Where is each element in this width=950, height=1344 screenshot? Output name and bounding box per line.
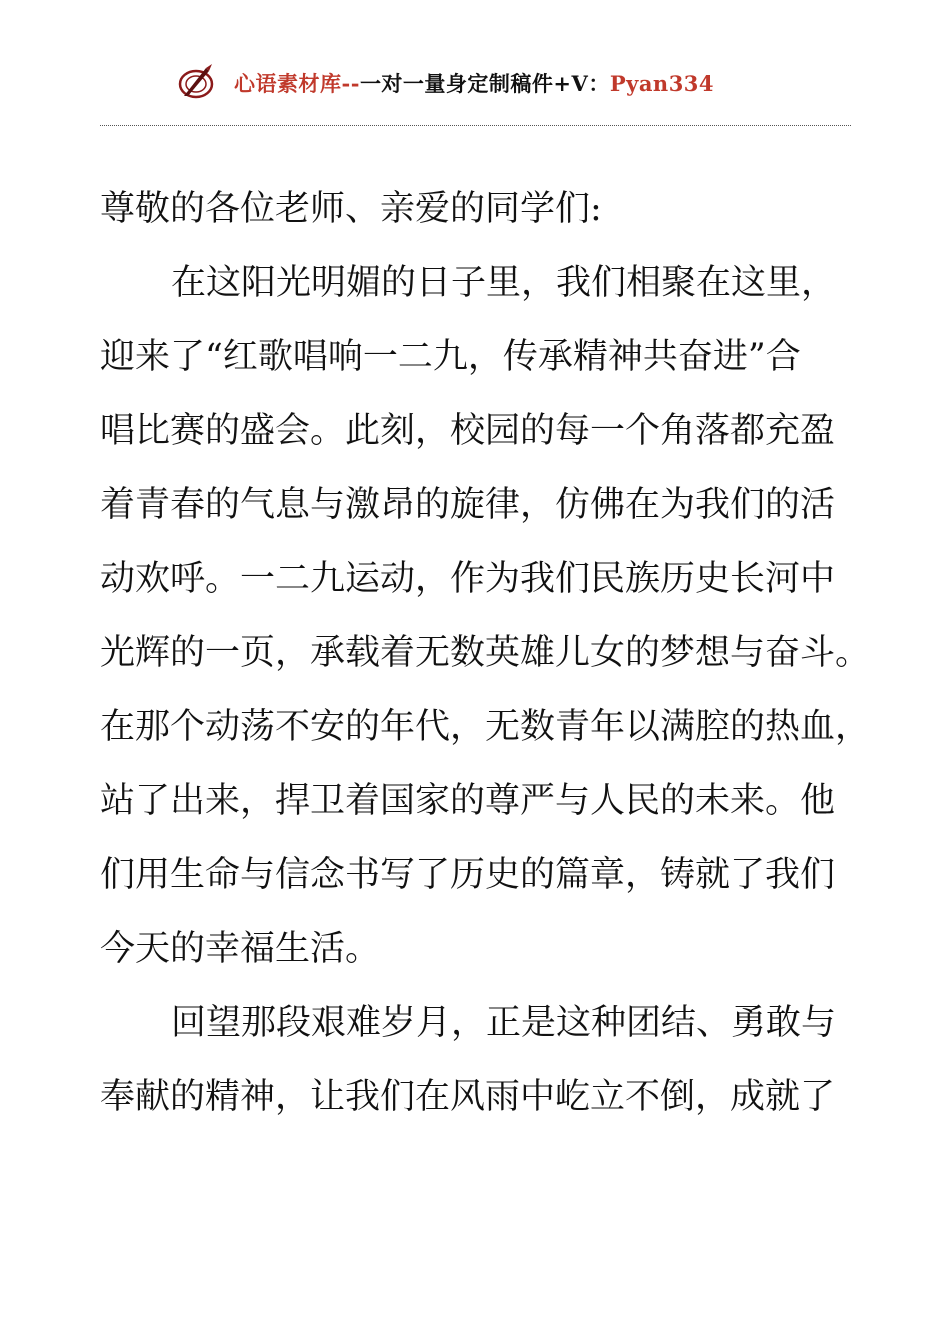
header-tagline: 一对一量身定制稿件+V： — [359, 71, 610, 96]
text-line: 们用生命与信念书写了历史的篇章，铸就了我们 — [100, 855, 836, 895]
header-separator: -- — [341, 71, 360, 96]
text-line: 在这阳光明媚的日子里，我们相聚在这里， — [171, 263, 837, 303]
page-header — [0, 60, 950, 104]
text-line: 奉献的精神，让我们在风雨中屹立不倒，成就了 — [100, 1077, 836, 1117]
text-line: 动欢呼。一二九运动，作为我们民族历史长河中 — [100, 559, 836, 599]
header-text — [234, 68, 714, 98]
text-line: 尊敬的各位老师、亲爱的同学们: — [100, 189, 602, 229]
text-line: 迎来了“红歌唱响一二九，传承精神共奋进”合 — [100, 337, 801, 377]
text-line: 今天的幸福生活。 — [100, 929, 381, 969]
header-divider — [100, 125, 851, 126]
contact-id: Pyan334 — [609, 71, 715, 96]
brand-name: 心语素材库 — [234, 71, 342, 96]
quill-pen-logo-icon — [176, 62, 216, 102]
text-line: 唱比赛的盛会。此刻，校园的每一个角落都充盈 — [100, 411, 836, 451]
text-line: 在那个动荡不安的年代，无数青年以满腔的热血， — [100, 707, 871, 747]
text-line: 回望那段艰难岁月，正是这种团结、勇敢与 — [171, 1003, 837, 1043]
text-line: 着青春的气息与激昂的旋律，仿佛在为我们的活 — [100, 485, 836, 525]
text-line: 站了出来，捍卫着国家的尊严与人民的未来。他 — [100, 781, 836, 821]
document-body — [100, 172, 871, 1134]
text-line: 光辉的一页，承载着无数英雄儿女的梦想与奋斗。 — [100, 633, 871, 673]
